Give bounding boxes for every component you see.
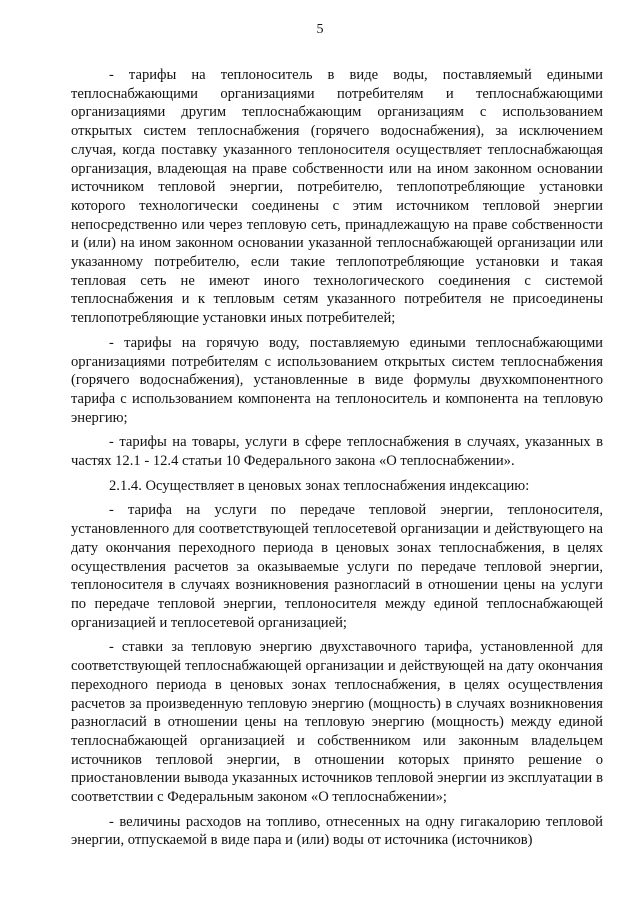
paragraph-section-2-1-4: 2.1.4. Осуществляет в ценовых зонах теплоснабжения индексацию: [109, 477, 530, 494]
paragraph-goods-services-tariffs: - тарифы на товары, услуги в сфере теплоснабжения в случаях, указанных в частях 12.1 - 12.4 статьи 10 Федерального закона «О теплоснабжении». [71, 434, 603, 470]
paragraph-fuel-expenses: - величины расходов на топливо, отнесенных на одну гигакалорию тепловой энергии, отпускаемой в виде пара и (или) воды от источника (источников) [71, 813, 603, 849]
page-number: 5 [316, 22, 324, 37]
paragraph-two-rate-tariff-indexation: - ставки за тепловую энергию двухставочного тарифа, установленной для соответствующей теплоснабжающей организации и действующей на дату окончания переходного периода в ценовых зонах теплоснабжения, в целях осуществления расчетов за произведенную тепловую энергию (мощность) в случаях возникновения разногласий в отношении цены на тепловую энергию (мощность) между единой теплоснабжающей организацией и собственником или законным владельцем источников тепловой энергии, в отношении которых принято решение о приостановлении вывода указанных источников тепловой энергии из эксплуатации в соответствии с Федеральным законом «О теплоснабжении»; [71, 639, 603, 806]
document-body [71, 66, 603, 856]
paragraph-transfer-tariff-indexation: - тарифа на услуги по передаче тепловой энергии, теплоносителя, установленного для соответствующей теплосетевой организации и действующего на дату окончания переходного периода в ценовых зонах теплоснабжения, в целях осуществления расчетов за оказываемые услуги по передаче тепловой энергии, теплоносителя в случаях возникновения разногласий в отношении цены на услуги по передаче тепловой энергии, теплоносителя между единой теплоснабжающей организацией и теплосетевой организацией; [71, 502, 603, 631]
paragraph-hot-water-tariffs: - тарифы на горячую воду, поставляемую едиными теплоснабжающими организациями потребителям с использованием открытых систем теплоснабжения (горячего водоснабжения), установленные в виде формулы двухкомпонентного тарифа с использованием компонента на теплоноситель и компонента на тепловую энергию; [71, 334, 603, 426]
paragraph-coolant-tariffs: - тарифы на теплоноситель в виде воды, поставляемый едиными теплоснабжающими организациями потребителям и теплоснабжающими организациями другим теплоснабжающим организациям с использованием открытых систем теплоснабжения (горячего водоснабжения), за исключением случая, когда поставку указанного теплоносителя осуществляет теплоснабжающая организация, владеющая на праве собственности или на ином законном основании источником тепловой энергии, потребителю, теплопотребляющие установки которого технологически соединены с этим источником тепловой энергии непосредственно или через тепловую сеть, принадлежащую на праве собственности и (или) на ином законном основании указанной теплоснабжающей организации или указанному потребителю, если такие теплопотребляющие установки и такая тепловая сеть не имеют иного технологического соединения с системой теплоснабжения и к тепловым сетям указанного потребителя не присоединены теплопотребляющие установки иных потребителей; [71, 67, 603, 327]
